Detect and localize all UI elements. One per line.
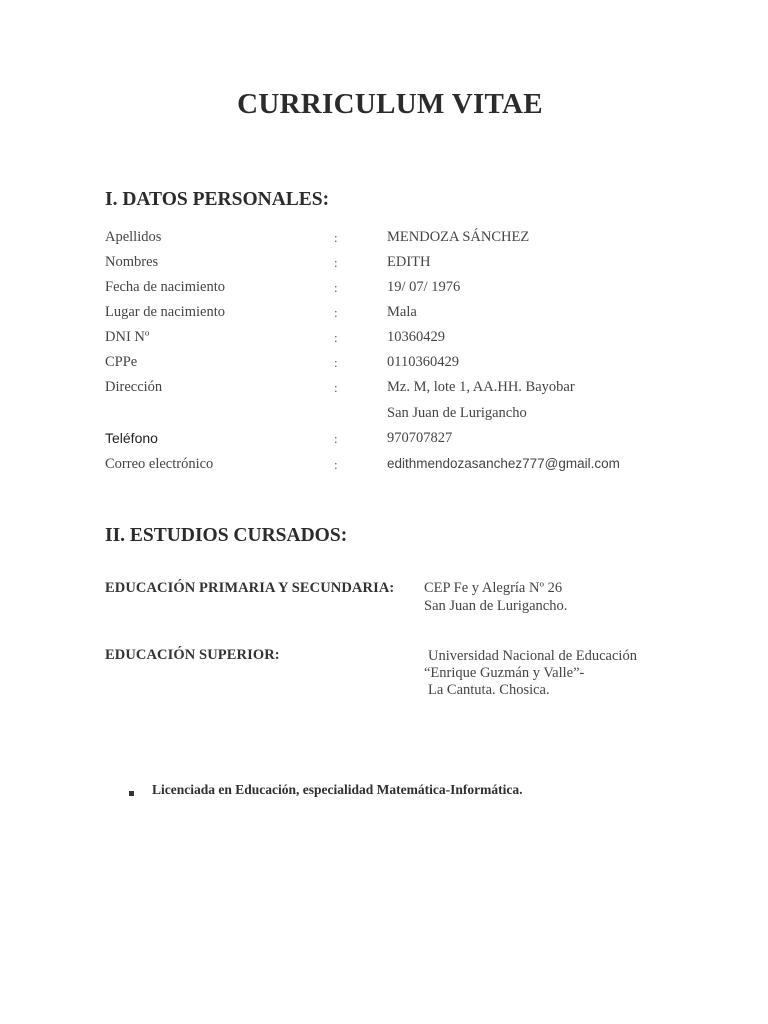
university-name-line2: “Enrique Guzmán y Valle”- xyxy=(424,665,585,681)
separator-colon: : xyxy=(334,457,338,472)
university-location: La Cantuta. Chosica. xyxy=(428,682,550,698)
separator-colon: : xyxy=(334,330,338,345)
separator-colon: : xyxy=(334,431,338,446)
label-direccion: Dirección xyxy=(105,379,163,395)
label-apellidos: Apellidos xyxy=(105,229,162,245)
separator-colon: : xyxy=(334,230,338,245)
section-heading-personal-data: I. DATOS PERSONALES: xyxy=(105,189,330,210)
value-lugar-nacimiento: Mala xyxy=(387,304,417,320)
value-apellidos: MENDOZA SÁNCHEZ xyxy=(387,229,530,245)
separator-colon: : xyxy=(334,255,338,270)
primary-school-name: CEP Fe y Alegría Nº 26 xyxy=(424,580,563,596)
separator-colon: : xyxy=(334,305,338,320)
value-direccion: Mz. M, lote 1, AA.HH. Bayobar xyxy=(387,379,575,395)
label-cppe: CPPe xyxy=(105,354,138,370)
degree-bullet-item: Licenciada en Educación, especialidad Matemática-Informática. xyxy=(152,782,523,797)
value-fecha-nacimiento: 19/ 07/ 1976 xyxy=(387,279,461,295)
section-heading-studies: II. ESTUDIOS CURSADOS: xyxy=(105,525,348,546)
university-name: Universidad Nacional de Educación xyxy=(428,648,637,664)
label-fecha-nacimiento: Fecha de nacimiento xyxy=(105,279,225,295)
value-correo: edithmendozasanchez777@gmail.com xyxy=(387,456,620,471)
label-telefono: Teléfono xyxy=(105,430,158,446)
separator-colon: : xyxy=(334,355,338,370)
label-educacion-superior: EDUCACIÓN SUPERIOR: xyxy=(105,647,280,663)
value-nombres: EDITH xyxy=(387,254,431,270)
label-lugar-nacimiento: Lugar de nacimiento xyxy=(105,304,225,320)
label-dni: DNI Nº xyxy=(105,329,150,345)
label-educacion-primaria-secundaria: EDUCACIÓN PRIMARIA Y SECUNDARIA: xyxy=(105,580,395,596)
document-title: CURRICULUM VITAE xyxy=(237,88,543,120)
primary-school-location: San Juan de Lurigancho. xyxy=(424,598,568,614)
separator-colon: : xyxy=(334,280,338,295)
label-nombres: Nombres xyxy=(105,254,159,270)
separator-colon: : xyxy=(334,380,338,395)
value-direccion-line2: San Juan de Lurigancho xyxy=(387,405,527,421)
label-correo: Correo electrónico xyxy=(105,456,214,472)
bullet-marker xyxy=(129,791,134,796)
value-dni: 10360429 xyxy=(387,329,445,345)
value-telefono: 970707827 xyxy=(387,430,453,446)
value-cppe: 0110360429 xyxy=(387,354,459,370)
